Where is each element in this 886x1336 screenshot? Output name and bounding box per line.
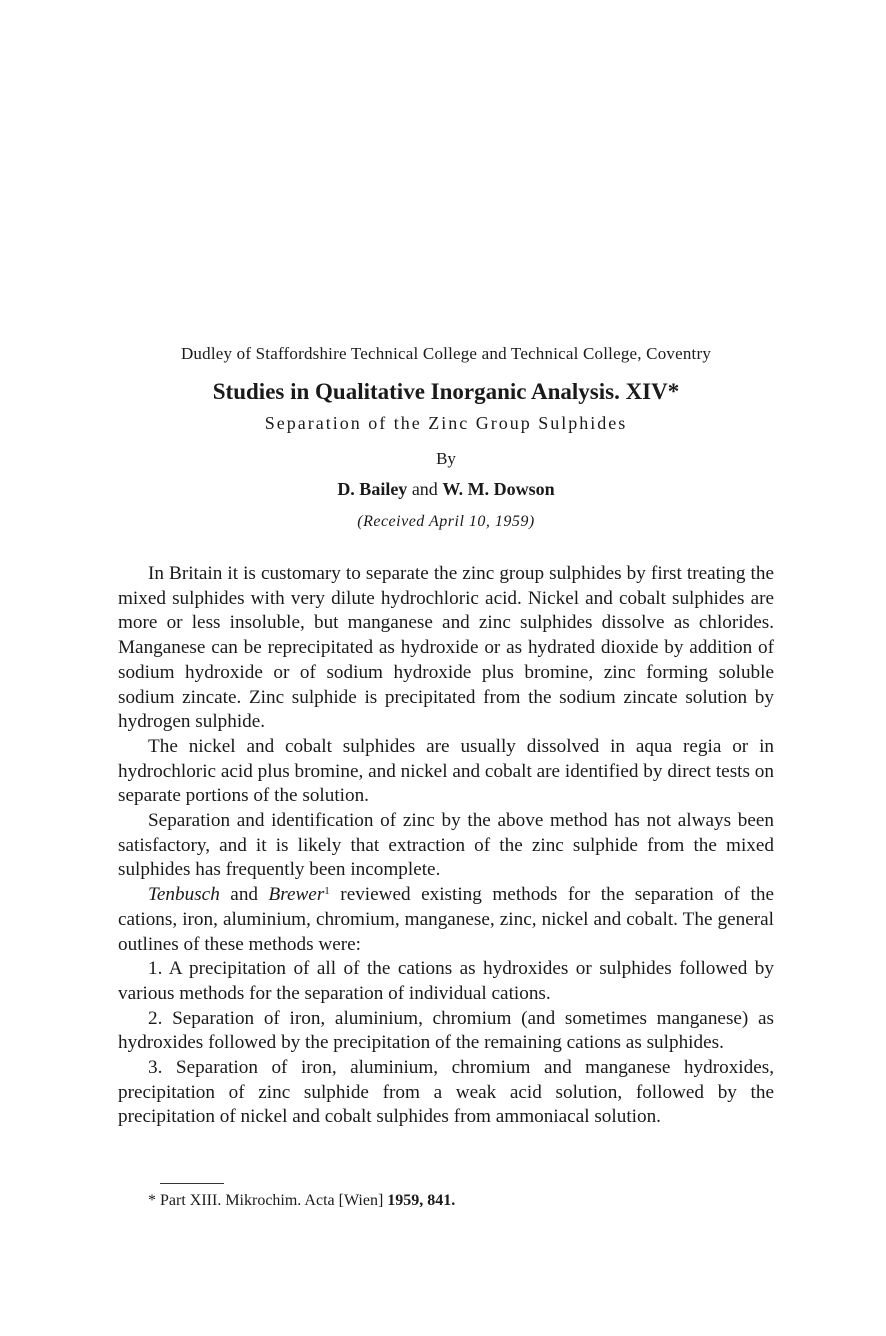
footnote bbox=[148, 1190, 455, 1212]
author-ref-tenbusch: Tenbusch bbox=[148, 884, 220, 906]
footnote-year: 1959, bbox=[387, 1192, 424, 1209]
p4-rest: reviewed existing methods for the separation of the cations, iron, aluminium, chromium, manganese, zinc, nickel and cobalt. The general outlines of these methods were: bbox=[118, 884, 774, 955]
article-page bbox=[118, 340, 774, 1130]
received-date: (Received April 10, 1959) bbox=[357, 513, 535, 530]
authors bbox=[118, 476, 774, 502]
list-item-1: 1. A precipitation of all of the cations as hydroxides or sulphides followed by various methods for the separation of individual cations. bbox=[118, 958, 774, 1004]
author-2: W. M. Dowson bbox=[442, 479, 555, 499]
p4-and: and bbox=[219, 884, 269, 906]
author-ref-brewer: Brewer bbox=[268, 884, 325, 906]
author-1: D. Bailey bbox=[337, 479, 408, 499]
byline-by: By bbox=[436, 449, 456, 468]
list-item-2: 2. Separation of iron, aluminium, chromium (and sometimes manganese) as hydroxides followed by the precipitation of the remaining cations as sulphides. bbox=[118, 1007, 774, 1054]
author-join: and bbox=[411, 479, 438, 499]
paragraph-3: Separation and identification of zinc by the above method has not always been satisfactory, and it is likely that extraction of the zinc sulphide from the mixed sulphides has frequently been incomplete. bbox=[118, 810, 774, 881]
footnote-page: 841. bbox=[427, 1192, 456, 1209]
reference-marker: 1 bbox=[324, 885, 330, 898]
paragraph-4 bbox=[118, 883, 774, 957]
paragraph-1: In Britain it is customary to separate the zinc group sulphides by first treating the mixed sulphides with very dilute hydrochloric acid. Nickel and cobalt sulphides are more or less insoluble, but manganese and zinc sulphides dissolve as chlorides. Manganese can be reprecipitated as hydroxide or as hydrated dioxide by addition of sodium hydroxide or of sodium hydroxide plus bromine, zinc forming soluble sodium zincate. Zinc sulphide is precipitated from the sodium zincate solution by hydrogen sulphide. bbox=[118, 563, 774, 733]
footnote-citation: * Part XIII. Mikrochim. Acta [Wien] bbox=[148, 1192, 384, 1209]
paragraph-2: The nickel and cobalt sulphides are usually dissolved in aqua regia or in hydrochloric acid plus bromine, and nickel and cobalt are identified by direct tests on separate portions of the solution. bbox=[118, 735, 774, 807]
footnote-rule bbox=[160, 1183, 224, 1184]
article-title: Studies in Qualitative Inorganic Analysis. XIV* bbox=[212, 379, 680, 404]
article-subtitle: Separation of the Zinc Group Sulphides bbox=[264, 413, 628, 433]
affiliation: Dudley of Staffordshire Technical College and Technical College, Coventry bbox=[180, 344, 712, 363]
article-body bbox=[118, 562, 774, 1130]
list-item-3: 3. Separation of iron, aluminium, chromium and manganese hydroxides, precipitation of zinc sulphide from a weak acid solution, followed by the precipitation of nickel and cobalt sulphides from ammoniacal solution. bbox=[118, 1057, 774, 1128]
